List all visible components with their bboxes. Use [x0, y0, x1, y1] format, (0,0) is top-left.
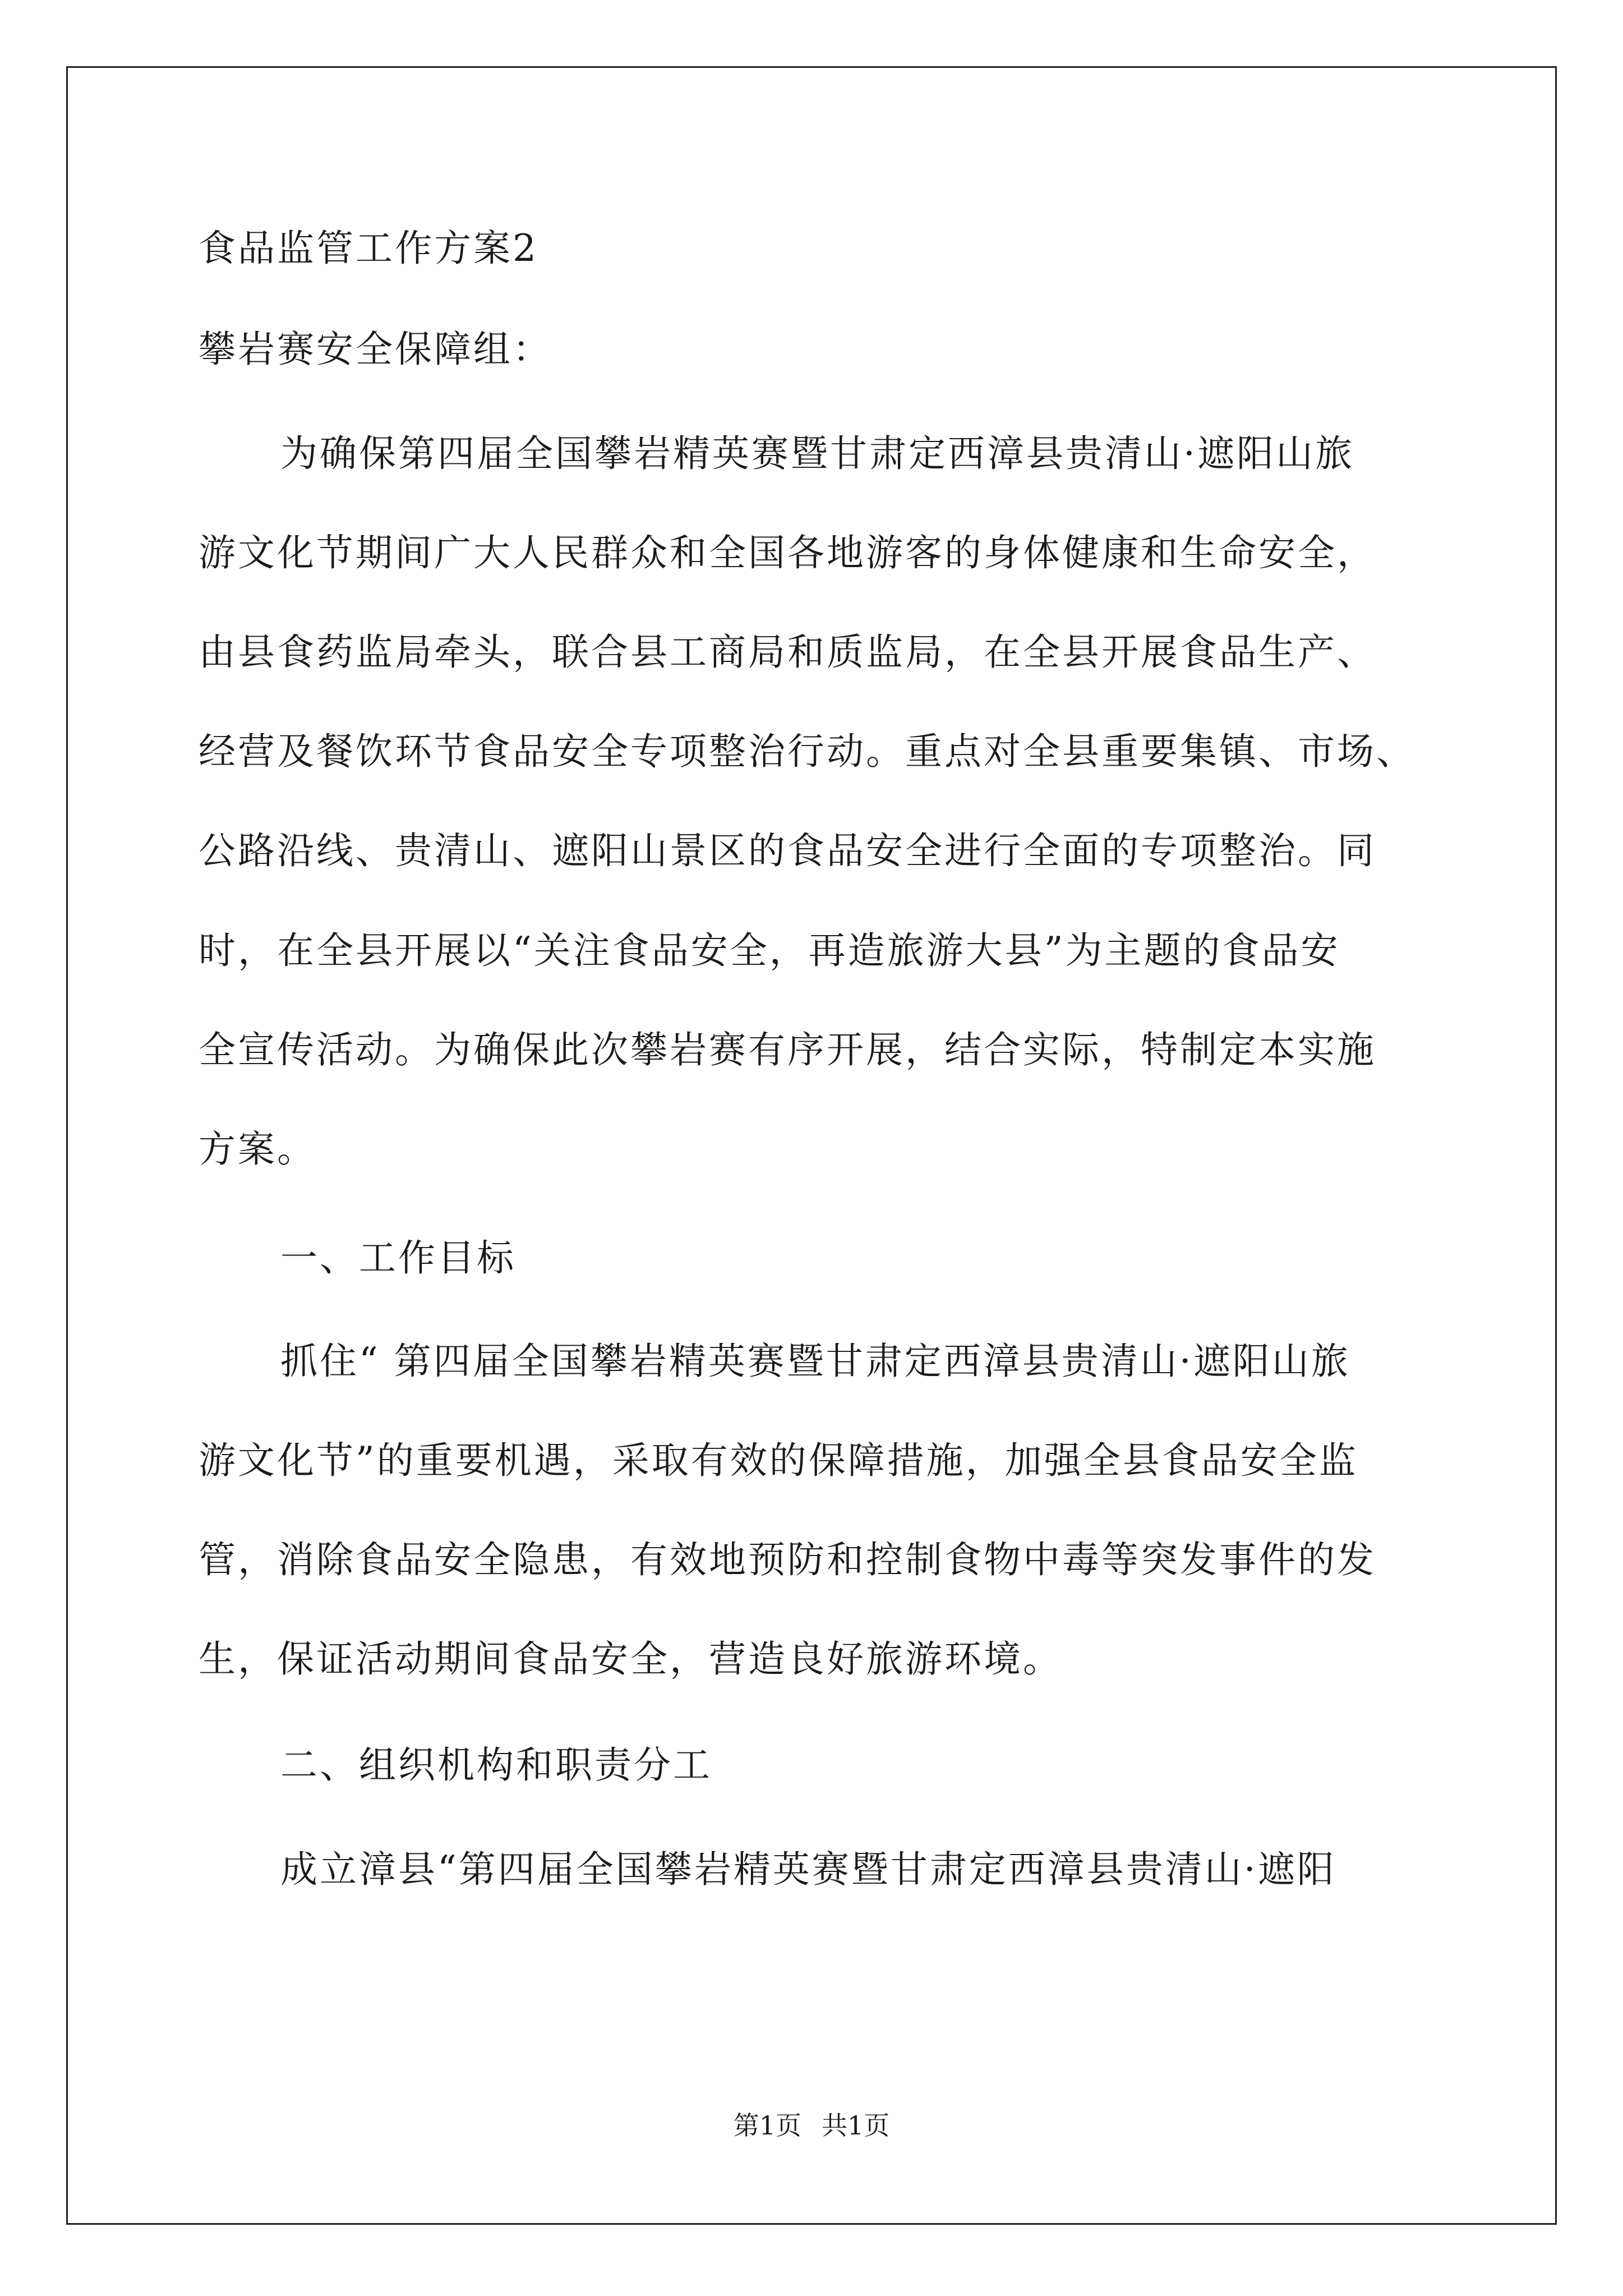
body-line: 游文化节”的重要机遇，采取有效的保障措施，加强全县食品安全监 — [199, 1439, 1358, 1482]
body-line: 时，在全县开展以“关注食品安全，再造旅游大县”为主题的食品安 — [199, 929, 1340, 972]
body-line: 公路沿线、贵清山、遮阳山景区的食品安全进行全面的专项整治。同 — [199, 829, 1376, 872]
page-total: 共1页 — [822, 2110, 890, 2141]
body-line: 为确保第四届全国攀岩精英赛暨甘肃定西漳县贵清山·遮阳山旅 — [280, 432, 1354, 475]
section-heading: 一、工作目标 — [280, 1236, 516, 1280]
section-heading: 二、组织机构和职责分工 — [280, 1743, 712, 1787]
body-line: 生，保证活动期间食品安全，营造良好旅游环境。 — [199, 1637, 1062, 1681]
page-footer — [0, 2110, 1623, 2141]
body-line: 管，消除食品安全隐患，有效地预防和控制食物中毒等突发事件的发 — [199, 1538, 1376, 1581]
body-line: 经营及餐饮环节食品安全专项整治行动。重点对全县重要集镇、市场、 — [199, 730, 1415, 773]
body-line: 成立漳县“第四届全国攀岩精英赛暨甘肃定西漳县贵清山·遮阳 — [280, 1848, 1336, 1891]
document-title: 食品监管工作方案2 — [199, 227, 538, 270]
body-line: 全宣传活动。为确保此次攀岩赛有序开展，结合实际，特制定本实施 — [199, 1028, 1376, 1071]
page-number: 第1页 — [733, 2110, 801, 2141]
body-line: 由县食药监局牵头，联合县工商局和质监局，在全县开展食品生产、 — [199, 631, 1376, 674]
body-line: 游文化节期间广大人民群众和全国各地游客的身体健康和生命安全， — [199, 531, 1376, 574]
addressee: 攀岩赛安全保障组： — [199, 328, 552, 371]
body-line: 方案。 — [199, 1128, 316, 1171]
body-line: 抓住“ 第四届全国攀岩精英赛暨甘肃定西漳县贵清山·遮阳山旅 — [280, 1340, 1350, 1383]
